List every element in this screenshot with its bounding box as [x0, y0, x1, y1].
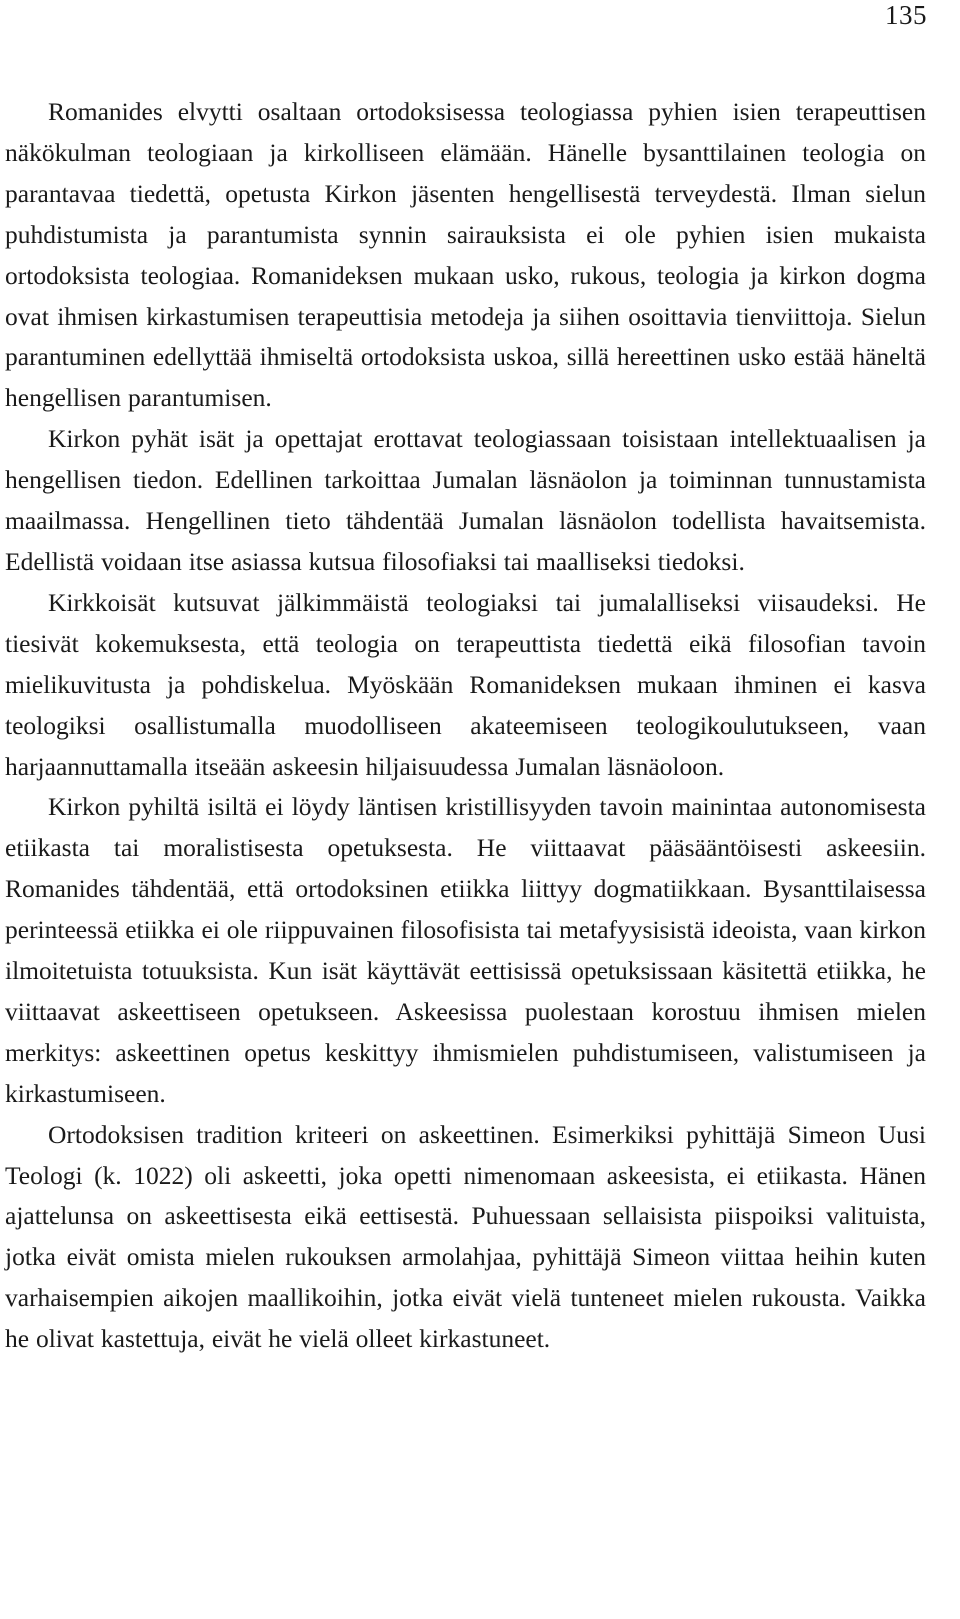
paragraph: Romanides elvytti osaltaan ortodoksisessa teologiassa pyhien isien terapeuttisen näkökulman teologiaan ja kirkolliseen elämään. Hänelle bysanttilainen teologia on parantavaa tiedettä, opetusta Kirkon jäsenten hengellisestä terveydestä. Ilman sielun puhdistumista ja parantumista synnin sairauksista ei ole pyhien isien mukaista ortodoksista teologiaa. Romanideksen mukaan usko, rukous, teologia ja kirkon dogma ovat ihmisen kirkastumisen terapeuttisia metodeja ja siihen osoittavia tienviittoja. Sielun parantuminen edellyttää ihmiseltä ortodoksista uskoa, sillä hereettinen usko estää häneltä hengellisen parantumisen.	[5, 97, 926, 413]
paragraph: Kirkon pyhiltä isiltä ei löydy läntisen kristillisyyden tavoin mainintaa autonomisesta etiikasta tai moralistisesta opetuksesta. He viittaavat pääsääntöisesti askeesiin. Romanides tähdentää, että ortodoksinen etiikka liittyy dogmatiikkaan. Bysanttilaisessa perinteessä etiikka ei ole riippuvainen filosofisista tai metafyysisistä ideoista, vaan kirkon ilmoitetuista totuuksista. Kun isät käyttävät eettisissä opetuksissaan käsitettä etiikka, he viittaavat askeettiseen opetukseen. Askeesissa puolestaan korostuu ihmisen mielen merkitys: askeettinen opetus keskittyy ihmismielen puhdistumiseen, valistumiseen ja kirkastumiseen.	[5, 792, 926, 1108]
paragraph: Kirkon pyhät isät ja opettajat erottavat teologiassaan toisistaan intellektuaalisen ja hengellisen tiedon. Edellinen tarkoittaa Jumalan läsnäolon ja toiminnan tunnustamista maailmassa. Hengellinen tieto tähdentää Jumalan läsnäolon todellista havaitsemista. Edellistä voidaan itse asiassa kutsua filosofiaksi tai maalliseksi tiedoksi.	[5, 424, 926, 576]
paragraph: Kirkkoisät kutsuvat jälkimmäistä teologiaksi tai jumalalliseksi viisaudeksi. He tiesivät kokemuksesta, että teologia on terapeuttista tiedettä eikä filosofian tavoin mielikuvitusta ja pohdiskelua. Myöskään Romanideksen mukaan ihminen ei kasva teologiksi osallistumalla muodolliseen akateemiseen teologikoulutukseen, vaan harjaannuttamalla itseään askeesin hiljaisuudessa Jumalan läsnäoloon.	[5, 587, 926, 781]
paragraph: Ortodoksisen tradition kriteeri on askeettinen. Esimerkiksi pyhittäjä Simeon Uusi Teologi (k. 1022) oli askeetti, joka opetti nimenomaan askeesista, ei etiikasta. Hänen ajattelunsa on askeettisesta eikä eettisestä. Puhuessaan sellaisista piispoiksi valituista, jotka eivät omista mielen rukouksen armolahjaa, pyhittäjä Simeon viittaa heihin kuten varhaisempien aikojen maallikoihin, jotka eivät vielä tunteneet mielen rukousta. Vaikka he olivat kastettuja, eivät he vielä olleet kirkastuneet.	[5, 1119, 926, 1354]
body-text	[5, 92, 926, 1360]
page-number: 135	[885, 0, 927, 30]
